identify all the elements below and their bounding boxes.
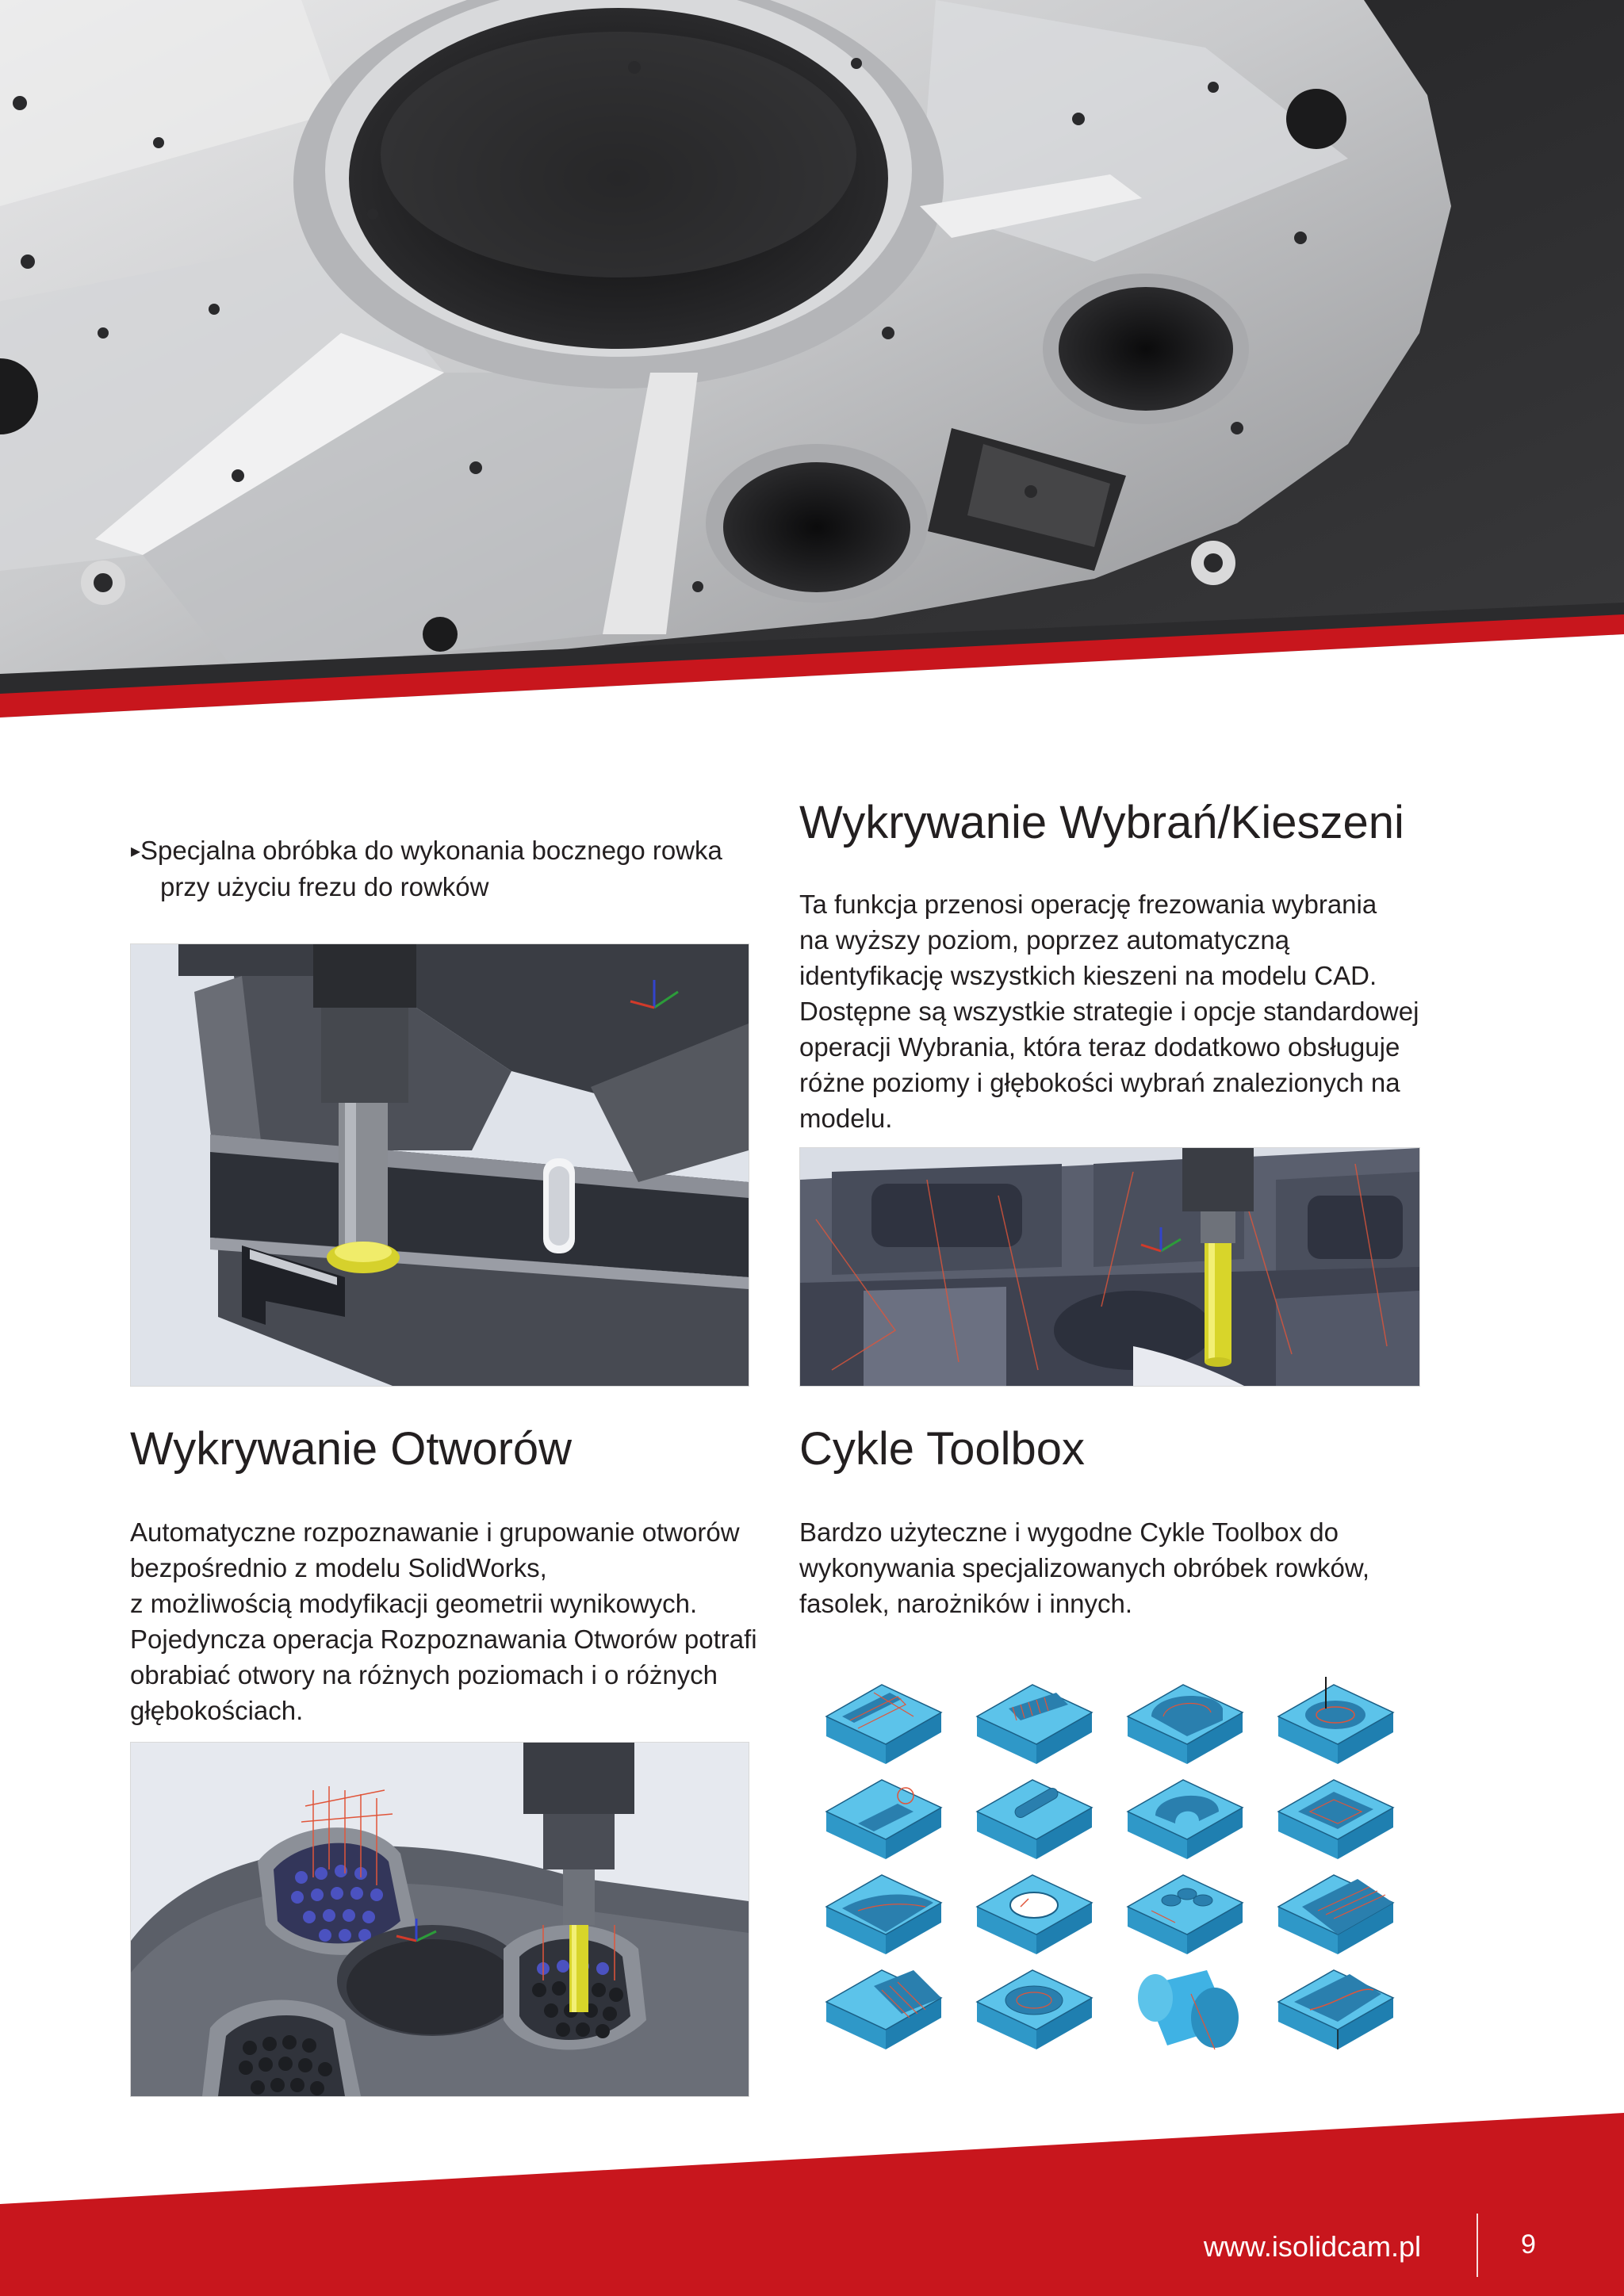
toolbox-u-slot-icon xyxy=(1128,1780,1243,1859)
slot-milling-image xyxy=(130,943,749,1387)
holes-line: Pojedyncza operacja Rozpoznawania Otworów potrafi xyxy=(130,1624,757,1654)
toolbox-slot-icon xyxy=(826,1685,941,1764)
toolbox-line: wykonywania specjalizowanych obróbek rowków, xyxy=(799,1553,1370,1582)
toolbox-block-chamfer-icon xyxy=(1278,1970,1393,2049)
pocket-detection-text xyxy=(799,886,1592,1136)
toolbox-ellipse-pocket-icon xyxy=(977,1970,1092,2049)
hole-detection-title: Wykrywanie Otworów xyxy=(130,1423,573,1475)
pocket-detection-image xyxy=(799,1147,1420,1387)
bullet-marker-icon: ▸ xyxy=(131,840,141,862)
holes-line: głębokościach. xyxy=(130,1696,304,1725)
toolbox-cylinder-icon xyxy=(1138,1970,1239,2049)
toolbox-corner-icon xyxy=(1128,1685,1243,1764)
pocket-line: Dostępne są wszystkie strategie i opcje standardowej xyxy=(799,997,1419,1026)
toolbox-pocket-icon xyxy=(1278,1677,1393,1764)
bullet-line-1: Specjalna obróbka do wykonania bocznego rowka xyxy=(140,836,722,865)
hole-detection-image xyxy=(130,1742,749,2097)
pocket-detection-title: Wykrywanie Wybrań/Kieszeni xyxy=(799,797,1404,848)
holes-line: Automatyczne rozpoznawanie i grupowanie otworów xyxy=(130,1517,740,1547)
toolbox-bean-slot-icon xyxy=(977,1780,1092,1859)
toolbox-multi-pocket-icon xyxy=(1278,1780,1393,1859)
hole-detection-text xyxy=(130,1514,796,1728)
footer-page-number: 9 xyxy=(1521,2229,1536,2260)
slot-milling-bullet xyxy=(131,832,765,905)
toolbox-line: fasolek, narożników i innych. xyxy=(799,1589,1133,1618)
footer-band xyxy=(0,2101,1624,2296)
pocket-line: operacji Wybrania, która teraz dodatkowo obsługuje xyxy=(799,1032,1400,1062)
toolbox-cycles-text xyxy=(799,1514,1513,1621)
toolbox-fillet-icon xyxy=(826,1875,941,1954)
footer-website-link[interactable]: www.isolidcam.pl xyxy=(1203,2230,1421,2263)
toolbox-wedge-icon xyxy=(826,1970,941,2049)
toolbox-boss-icon xyxy=(1128,1875,1243,1954)
holes-line: z możliwością modyfikacji geometrii wynikowych. xyxy=(130,1589,698,1618)
toolbox-side-slot-icon xyxy=(826,1780,941,1859)
holes-line: obrabiać otwory na różnych poziomach i o różnych xyxy=(130,1660,718,1689)
footer-separator xyxy=(1477,2214,1478,2277)
toolbox-cycles-icon-grid xyxy=(817,1665,1419,2069)
bullet-line-2: przy użyciu frezu do rowków xyxy=(160,872,489,901)
toolbox-groove-icon xyxy=(977,1685,1092,1764)
hero-machined-part-image xyxy=(0,0,1624,721)
holes-line: bezpośrednio z modelu SolidWorks, xyxy=(130,1553,547,1582)
toolbox-circular-pocket-icon xyxy=(977,1875,1092,1954)
pocket-line: na wyższy poziom, poprzez automatyczną xyxy=(799,925,1290,955)
pocket-line: modelu. xyxy=(799,1104,893,1133)
toolbox-line: Bardzo użyteczne i wygodne Cykle Toolbox do xyxy=(799,1517,1339,1547)
pocket-line: Ta funkcja przenosi operację frezowania wybrania xyxy=(799,890,1377,919)
pocket-line: identyfikację wszystkich kieszeni na modelu CAD. xyxy=(799,961,1377,990)
pocket-line: różne poziomy i głębokości wybrań znalezionych na xyxy=(799,1068,1400,1097)
toolbox-cycles-title: Cykle Toolbox xyxy=(799,1423,1086,1475)
toolbox-chamfer-icon xyxy=(1278,1875,1393,1954)
